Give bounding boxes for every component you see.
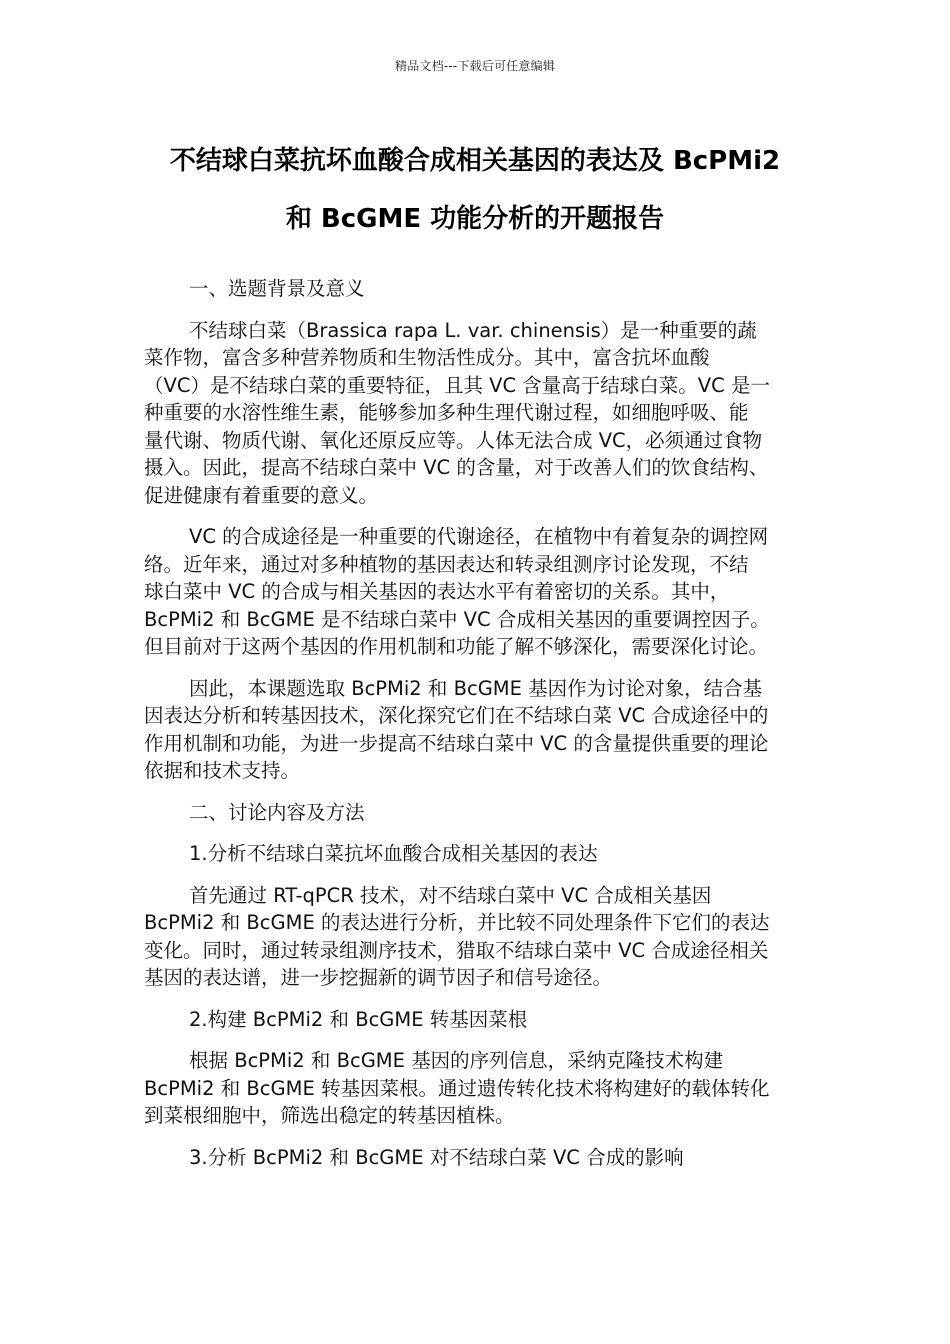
paragraph-5 [144, 1047, 809, 1130]
subsection-heading-3: 3.分析 BcPMi2 和 BcGME 对不结球白菜 VC 合成的影响 [189, 1145, 684, 1169]
paragraph-line: 依据和技术支持。 [144, 759, 301, 782]
paragraph-line: 但目前对于这两个基因的作用机制和功能了解不够深化，需要深化讨论。 [144, 635, 769, 658]
paragraph-line: 变化。同时，通过转录组测序技术，猎取不结球白菜中 VC 合成途径相关 [144, 938, 769, 962]
paragraph-line: 菜作物，富含多种营养物质和生物活性成分。其中，富含抗坏血酸 [144, 346, 710, 369]
paragraph-line: 种重要的水溶性维生素，能够参加多种生理代谢过程，如细胞呼吸、能 [144, 401, 749, 424]
paragraph-1 [144, 317, 809, 510]
document-body [144, 275, 809, 1185]
paragraph-line: （VC）是不结球白菜的重要特征，且其 VC 含量高于结球白菜。VC 是一 [144, 373, 770, 397]
document-title [120, 132, 830, 248]
paragraph-line: BcPMi2 和 BcGME 的表达进行分析，并比较不同处理条件下它们的表达 [144, 911, 770, 934]
paragraph-line: 摄入。因此，提高不结球白菜中 VC 的含量，对于改善人们的饮食结构、 [144, 456, 769, 479]
paragraph-line: 因表达分析和转基因技术，深化探究它们在不结球白菜 VC 合成途径中的 [144, 704, 769, 727]
title-line-2: 和 BcGME 功能分析的开题报告 [285, 204, 665, 234]
paragraph-2 [144, 523, 809, 661]
paragraph-line: BcPMi2 和 BcGME 转基因菜根。通过遗传转化技术将构建好的载体转化 [144, 1076, 770, 1100]
paragraph-line: 因此，本课题选取 BcPMi2 和 BcGME 基因作为讨论对象，结合基 [189, 676, 763, 700]
subsection-heading-1: 1.分析不结球白菜抗坏血酸合成相关基因的表达 [189, 842, 598, 865]
paragraph-line: 络。近年来，通过对多种植物的基因表达和转录组测序讨论发现，不结 [144, 552, 749, 576]
paragraph-line: 促进健康有着重要的意义。 [144, 483, 379, 507]
paragraph-line: 作用机制和功能，为进一步提高不结球白菜中 VC 的含量提供重要的理论 [144, 731, 769, 755]
paragraph-line: 基因的表达谱，进一步挖掘新的调节因子和信号途径。 [144, 966, 613, 989]
paragraph-line: 球白菜中 VC 的合成与相关基因的表达水平有着密切的关系。其中， [144, 580, 730, 603]
section-heading-background: 一、选题背景及意义 [189, 277, 365, 300]
paragraph-3 [144, 675, 809, 785]
subsection-heading-2: 2.构建 BcPMi2 和 BcGME 转基因菜根 [189, 1007, 528, 1031]
paragraph-line: 首先通过 RT-qPCR 技术，对不结球白菜中 VC 合成相关基因 [189, 883, 712, 907]
paragraph-4 [144, 882, 809, 992]
page-header: 精品文档---下载后可任意编辑 [395, 59, 555, 73]
paragraph-line: VC 的合成途径是一种重要的代谢途径，在植物中有着复杂的调控网 [189, 525, 769, 548]
paragraph-line: 到菜根细胞中，筛选出稳定的转基因植株。 [144, 1104, 515, 1127]
paragraph-line: 不结球白菜（Brassica rapa L. var. chinensis）是一种重要的蔬 [189, 318, 757, 342]
paragraph-line: 量代谢、物质代谢、氧化还原反应等。人体无法合成 VC，必须通过食物 [144, 428, 763, 452]
paragraph-line: 根据 BcPMi2 和 BcGME 基因的序列信息，采纳克隆技术构建 [189, 1049, 724, 1072]
section-heading-methods: 二、讨论内容及方法 [189, 800, 365, 824]
title-line-1: 不结球白菜抗坏血酸合成相关基因的表达及 BcPMi2 [169, 146, 781, 176]
paragraph-line: BcPMi2 和 BcGME 是不结球白菜中 VC 合成相关基因的重要调控因子。 [144, 607, 770, 631]
